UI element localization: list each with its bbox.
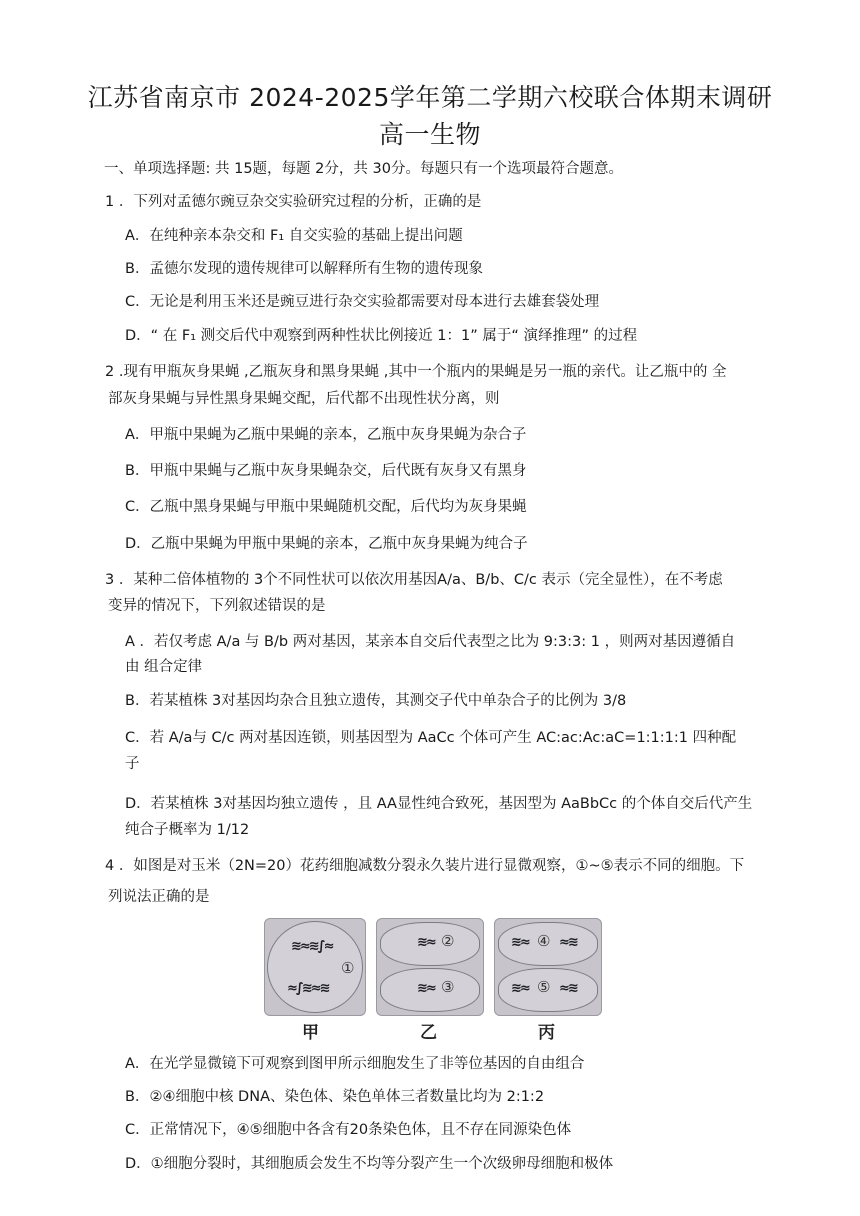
- panel-bing: [494, 918, 602, 1016]
- q4-stem-line1: 4 ．如图是对玉米（2N=20）花药细胞减数分裂永久装片进行显微观察，①~⑤表示不同的细胞。下: [105, 858, 745, 874]
- section-heading: 一、单项选择题: 共 15题，每题 2分，共 30分。每题只有一个选项最符合题意。: [104, 161, 623, 177]
- q2-option-d: D．乙瓶中果蝇为甲瓶中果蝇的亲本，乙瓶中灰身果蝇为纯合子: [125, 536, 528, 552]
- cell-label-2: ②: [441, 932, 455, 950]
- q4-option-a: A．在光学显微镜下可观察到图甲所示细胞发生了非等位基因的自由组合: [125, 1056, 585, 1072]
- q1-option-d: D．“ 在 F₁ 测交后代中观察到两种性状比例接近 1：1” 属于“ 演绎推理” 的过程: [125, 328, 638, 344]
- q3-option-d-line2: 纯合子概率为 1/12: [125, 822, 250, 838]
- exam-subject: 高一生物: [378, 120, 481, 149]
- q3-option-a-line2: 由 组合定律: [125, 659, 203, 675]
- q1-option-b: B．孟德尔发现的遗传规律可以解释所有生物的遗传现象: [125, 261, 483, 277]
- q3-option-c-line1: C．若 A/a与 C/c 两对基因连锁，则基因型为 AaCc 个体可产生 AC:ac:Ac:aC=1:1:1:1 四种配: [125, 730, 737, 746]
- q3-stem-line1: 3 ．某种二倍体植物的 3个不同性状可以依次用基因A/a、B/b、C/c 表示（完全显性），在不考虑: [105, 572, 723, 588]
- q1-option-a: A．在纯种亲本杂交和 F₁ 自交实验的基础上提出问题: [125, 228, 463, 244]
- cell-label-1: ①: [341, 959, 355, 977]
- panel-jia: [264, 918, 366, 1016]
- cell-label-5: ⑤: [537, 978, 551, 996]
- q2-option-b: B．甲瓶中果蝇与乙瓶中灰身果蝇杂交，后代既有灰身又有黑身: [125, 463, 527, 479]
- q4-option-d: D．①细胞分裂时，其细胞质会发生不均等分裂产生一个次级卵母细胞和极体: [125, 1156, 614, 1172]
- chromosomes-cell-2: ≋≈: [417, 935, 435, 950]
- cell-label-3: ③: [441, 978, 455, 996]
- q3-option-d-line1: D．若某植株 3对基因均独立遗传 ，且 AA显性纯合致死，基因型为 AaBbCc 的个体自交后代产生: [125, 796, 753, 812]
- q4-option-b: B．②④细胞中核 DNA、染色体、染色单体三者数量比均为 2:1:2: [125, 1089, 545, 1105]
- chromosomes-cell-4-left: ≋≈: [511, 935, 529, 950]
- q1-option-c: C．无论是利用玉米还是豌豆进行杂交实验都需要对母本进行去雄套袋处理: [125, 294, 600, 310]
- q1-stem: 1 ．下列对孟德尔豌豆杂交实验研究过程的分析，正确的是: [105, 194, 482, 210]
- panel-yi: [376, 918, 484, 1016]
- q3-stem-line2: 变异的情况下，下列叙述错误的是: [108, 598, 326, 614]
- chromosomes-cell-3: ≋≈: [417, 981, 435, 996]
- q2-option-a: A．甲瓶中果蝇为乙瓶中果蝇的亲本，乙瓶中灰身果蝇为杂合子: [125, 427, 527, 443]
- q2-option-c: C．乙瓶中黑身果蝇与甲瓶中果蝇随机交配，后代均为灰身果蝇: [125, 499, 527, 515]
- q4-option-c: C．正常情况下，④⑤细胞中各含有20条染色体，且不存在同源染色体: [125, 1122, 572, 1138]
- figure-label-bing: 丙: [538, 1023, 555, 1043]
- q3-option-b: B．若某植株 3对基因均杂合且独立遗传，其测交子代中单杂合子的比例为 3/8: [125, 693, 627, 709]
- cell-label-4: ④: [537, 932, 551, 950]
- q2-stem-line1: 2 .现有甲瓶灰身果蝇 ,乙瓶灰身和黑身果蝇 ,其中一个瓶内的果蝇是另一瓶的亲代。让乙瓶中的 全: [105, 364, 727, 380]
- figure-label-jia: 甲: [302, 1023, 319, 1043]
- chromosomes-cell-4-right: ≈≋: [559, 935, 577, 950]
- exam-title: 江苏省南京市 2024-2025学年第二学期六校联合体期末调研: [87, 83, 773, 112]
- chromosomes-cell-5-left: ≋≈: [511, 981, 529, 996]
- chromosome-group-upper: ≋≈≋∫≈: [291, 939, 333, 954]
- q4-stem-line2: 列说法正确的是: [108, 889, 210, 905]
- q3-option-c-line2: 子: [125, 756, 140, 772]
- q3-option-a-line1: A ．若仅考虑 A/a 与 B/b 两对基因，某亲本自交后代表型之比为 9:3:3: 1 ，则两对基因遵循自: [125, 634, 736, 650]
- micrograph-figure: [262, 918, 602, 1043]
- figure-label-yi: 乙: [420, 1023, 437, 1043]
- q2-stem-line2: 部灰身果蝇与异性黑身果蝇交配，后代都不出现性状分离，则: [108, 391, 500, 407]
- chromosome-group-lower: ≈∫≋≈≋: [287, 981, 329, 996]
- chromosomes-cell-5-right: ≈≋: [559, 981, 577, 996]
